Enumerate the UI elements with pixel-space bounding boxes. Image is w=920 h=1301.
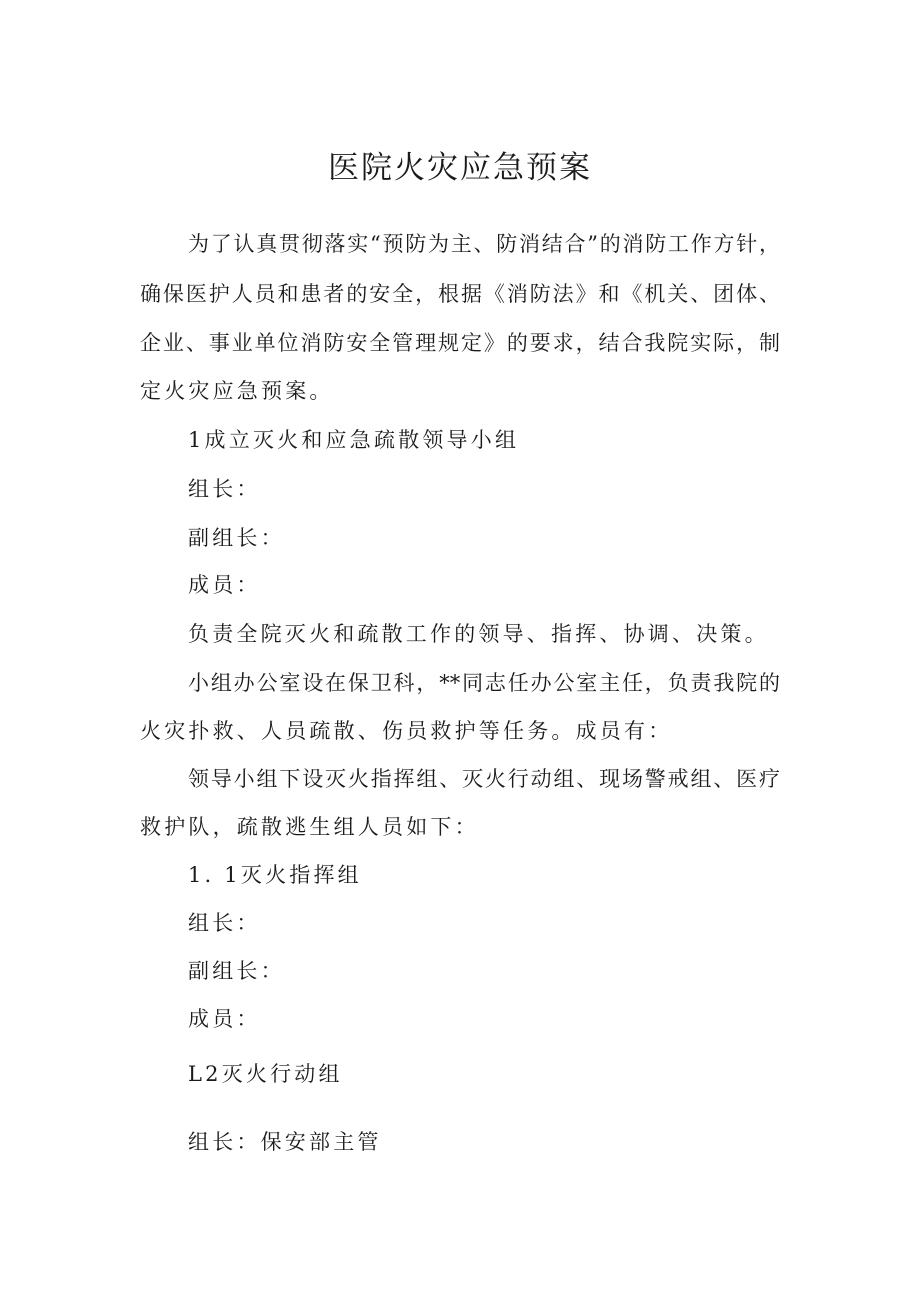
paragraph-line: 企业、事业单位消防安全管理规定》的要求，结合我院实际，制 [140,331,780,355]
section-heading: 1成立灭火和应急疏散领导小组 [188,428,520,452]
paragraph-line: 定火灾应急预案。 [140,379,334,403]
field-line: 组长： [188,477,261,501]
field-line: 成员： [188,573,261,597]
field-line: 成员： [188,1007,261,1031]
section-heading: L2灭火行动组 [188,1062,343,1086]
field-line: 副组长： [188,526,285,550]
paragraph-line: 负责全院灭火和疏散工作的领导、指挥、协调、决策。 [188,622,769,646]
paragraph-line: 火灾扑救、人员疏散、伤员救护等任务。成员有： [140,719,673,743]
paragraph-line: 救护队，疏散逃生组人员如下： [140,815,479,839]
paragraph-line: 为了认真贯彻落实“预防为主、防消结合”的消防工作方针， [188,232,780,256]
paragraph-line: 领导小组下设灭火指挥组、灭火行动组、现场警戒组、医疗 [188,767,780,791]
paragraph-line: 确保医护人员和患者的安全，根据《消防法》和《机关、团体、 [140,282,780,306]
section-heading: 1. 1灭火指挥组 [188,863,362,887]
field-line: 组长：保安部主管 [188,1130,382,1154]
page-title: 医院火灾应急预案 [328,150,592,186]
paragraph-line: 小组办公室设在保卫科，**同志任办公室主任，负责我院的 [188,671,780,695]
field-line: 组长： [188,911,261,935]
field-line: 副组长： [188,959,285,983]
